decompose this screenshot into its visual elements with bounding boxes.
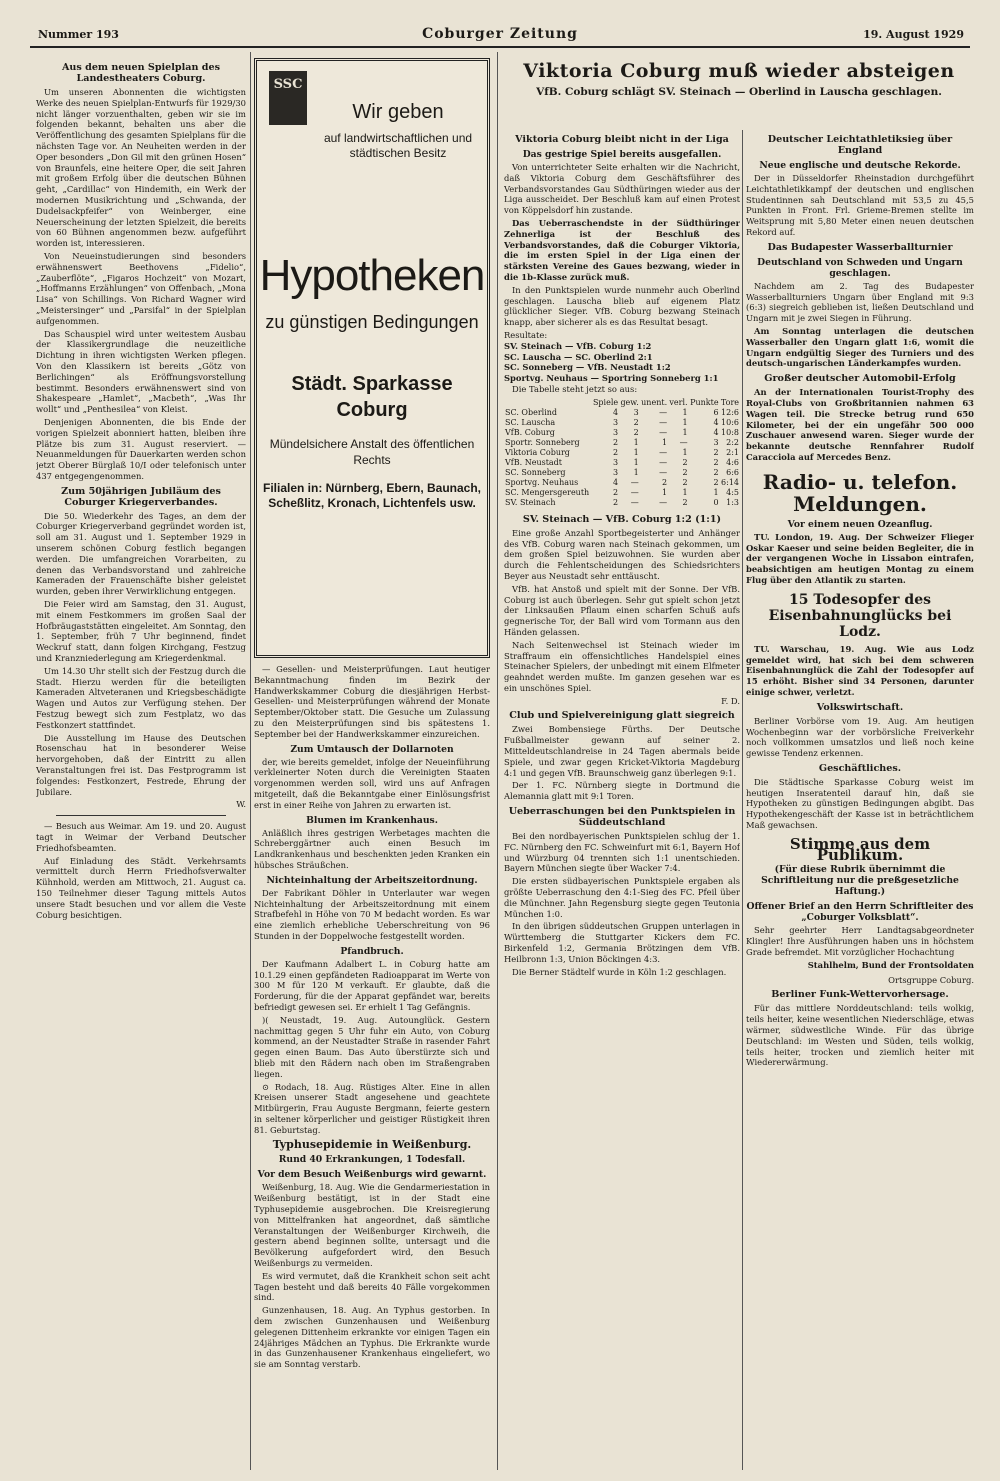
article-title: Zum Umtausch der Dollarnoten xyxy=(290,743,454,755)
table-cell: 2 xyxy=(682,497,688,507)
table-header-row xyxy=(504,398,740,408)
article-title: Berliner Funk-Wettervorhersage. xyxy=(771,989,949,1001)
article-signature: F. D. xyxy=(721,695,740,706)
league-table xyxy=(504,398,740,508)
article-subtitle: Neue englische und deutsche Rekorde. xyxy=(759,160,961,171)
article-paragraph: Berliner Vorbörse vom 19. Aug. Am heutigen Wochenbeginn war der vorbörsliche Freiverkehr noch vollkommen umsatzlos und ließ noch keine gewisse Tendenz erkennen. xyxy=(746,715,974,759)
table-header-cell xyxy=(504,398,592,408)
table-cell: 1 xyxy=(633,437,639,447)
table-cell: 2 xyxy=(682,457,688,467)
table-header-cell: Punkte xyxy=(690,397,719,407)
ad-line: zu günstigen Bedingungen xyxy=(265,312,479,332)
table-cell: 3 xyxy=(613,467,619,477)
table-cell: 6:6 xyxy=(726,467,739,477)
table-row xyxy=(504,478,740,488)
article-paragraph: der, wie bereits gemeldet, infolge der Neueinführung verkleinerter Noten durch die Vereinigten Staaten vorgenommen werden soll, wird uns auf Anfragen mitgeteilt, daß die Bekanntgabe einer Einlösungsfrist erst in einer Reihe von Jahren zu erwarten ist. xyxy=(254,756,490,810)
article-paragraph: Der Kaufmann Adalbert L. in Coburg hatte am 10.1.29 einen gepfändeten Radioapparat im Werte von 300 M für 120 M verkauft. Er glaubte, daß die Forderung, für die der Apparat gepfändet war, bereits befriedigt gewesen sei. Er erhielt 1 Tag Gefängnis. xyxy=(254,958,490,1012)
article-title: Das Budapester Wasserballturnier xyxy=(767,241,953,253)
table-cell: — xyxy=(659,417,668,427)
table-cell: 2 xyxy=(613,487,619,497)
table-cell: 6:14 xyxy=(721,477,739,487)
table-cell: 2 xyxy=(613,437,619,447)
section-heading: Stimme aus dem Publikum. xyxy=(789,834,931,864)
letter-title: Offener Brief an den Herrn Schriftleiter des „Coburger Volksblatt“. xyxy=(746,901,974,924)
table-cell: 12:6 xyxy=(721,407,739,417)
table-cell: 1 xyxy=(682,427,688,437)
table-cell: 2 xyxy=(713,447,719,457)
results-label: Resultate: xyxy=(504,329,548,340)
table-body xyxy=(504,408,740,508)
divider xyxy=(56,815,226,816)
table-cell: 2 xyxy=(662,477,668,487)
article-title: Pfandbruch. xyxy=(340,945,404,957)
table-cell: — xyxy=(659,497,668,507)
article-paragraph: Der 1. FC. Nürnberg siegte in Dortmund die Alemannia glatt mit 9:1 Toren. xyxy=(504,780,740,802)
article-title: SV. Steinach — VfB. Coburg 1:2 (1:1) xyxy=(522,513,722,525)
radio-news-heading: Radio- u. telefon. Meldungen. xyxy=(762,469,958,516)
table-header-cell: Spiele xyxy=(592,397,619,407)
table-label: Die Tabelle steht jetzt so aus: xyxy=(512,383,638,394)
column-rule xyxy=(497,52,498,1470)
article-title: 15 Todesopfer des Eisenbahnunglücks bei Lodz. xyxy=(768,591,952,640)
issue-date: 19. August 1929 xyxy=(863,28,964,41)
article-paragraph: An der Internationalen Tourist-Trophy des Royal-Clubs von Großbritannien nahmen 63 Wagen teil. Die Strecke betrug rund 650 Kilometer, bei der ein ungefähr 500 000 Zuschauer anwesend waren. Sieger wurde der bekannte deutsche Rennfahrer Rudolf Caracciola auf Mercedes Benz. xyxy=(746,387,974,462)
article-paragraph: Sehr geehrter Herr Landtagsabgeordneter Klingler! Ihre Ausführungen haben uns in höchstem Grade befremdet. Mit vorzüglicher Hochachtung xyxy=(746,925,974,958)
table-cell: 1 xyxy=(662,437,668,447)
table-cell: 3 xyxy=(713,437,719,447)
table-cell: 2 xyxy=(713,467,719,477)
article-paragraph: Die Ausstellung im Hause des Deutschen Rosenschau hat in besonderer Weise hervorgehoben, daß der Eintritt zu allen Veranstaltungen frei ist. Das Festprogramm ist folgendes: Festkonzert, Festrede, Ehrung der Jubilare. xyxy=(36,732,246,797)
column-rule xyxy=(742,130,743,1470)
table-cell: — xyxy=(630,477,639,487)
table-row xyxy=(504,438,740,448)
article-paragraph: Der in Düsseldorfer Rheinstadion durchgeführt Leichtathletikkampf der deutschen und englischen Studentinnen sah Deutschland mit 53,5 zu 45,5 Punkten in Front. Frl. Grieme-Bremen stellte im Weitsprung mit 5,80 Meter einen neuen deutschen Rekord auf. xyxy=(746,173,974,237)
table-cell: 1 xyxy=(682,487,688,497)
article-signature: W. xyxy=(236,799,246,810)
table-cell: 4 xyxy=(613,407,619,417)
ad-headline: Hypotheken xyxy=(259,251,485,300)
table-header-cell: gew. xyxy=(620,397,639,407)
article-title: Großer deutscher Automobil-Erfolg xyxy=(764,373,956,385)
article-paragraph: Um unseren Abonnenten die wichtigsten Werke des neuen Spielplan-Entwurfs für 1929/30 nicht länger vorzuenthalten, geben wir sie im folgenden bekannt, behalten uns aber die Veröffentlichung des gesamten Spielplans für die nächsten Tage vor. An Neuheiten werden in der Oper besonders „Don Gil mit den grünen Hosen“ von Braunfels, eine heitere Oper, die seit Jahren mit großem Erfolg über die deutschen Bühnen geht, „Cardillac“ von Hindemith, ein Werk der modernen Musikrichtung und „Schwanda, der Dudelsackpfeifer“ von Weinberger, eine Neuerscheinung der letzten Spielzeit, die bereits von 60 Bühnen angenommen bezw. aufgeführt worden ist, interessieren. xyxy=(36,87,246,249)
table-cell: 1 xyxy=(682,417,688,427)
column-rule xyxy=(250,52,251,1470)
table-header-cell: Tore xyxy=(720,397,739,407)
article-paragraph: Die ersten südbayerischen Punktspiele ergaben als größte Ueberraschung den 4:1-Sieg des FC. Pfeil über die Münchner. Jahn Regensburg siegte gegen Teutonia München 1:0. xyxy=(504,876,740,919)
table-cell: 1 xyxy=(662,487,668,497)
result-line: Sportvg. Neuhaus — Sportring Sonneberg 1:1 xyxy=(504,373,719,384)
table-row xyxy=(504,418,740,428)
article-paragraph: Von unterrichteter Seite erhalten wir die Nachricht, daß Viktoria Coburg dem Geschäftsführer des Verbandsvorstandes Gau Südthüringen wieder aus der Liga ausscheidet. Der Beschluß kam auf einen Protest von Köppelsdorf hin zustande. xyxy=(504,162,740,216)
article-paragraph: Die 50. Wiederkehr des Tages, an dem der Coburger Kriegerverband gegründet worden ist, soll am 31. August und 1. September 1929 in unserem schönen Coburg festlich begangen werden. Die umfangreichen Vorarbeiten, zu denen das Verbandsvorstand und zahlreiche Kameraden der Frauenschäfte bisher geleistet wurden, geben ihrer Verwirklichung entgegen. xyxy=(36,510,246,597)
column-2 xyxy=(254,664,490,1468)
article-paragraph: Auf Einladung des Städt. Verkehrsamts vermittelt durch Herrn Friedhofsverwalter Kühnhold, werden am Mittwoch, 21. August ca. 150 Teilnehmer dieser Tagung mittels Autos unsere Stadt besuchen und vor allem die Veste Coburg besichtigen. xyxy=(36,855,246,920)
table-cell: — xyxy=(659,467,668,477)
article-paragraph: — Gesellen- und Meisterprüfungen. Laut heutiger Bekanntmachung finden im Bezirk der Handwerkskammer Coburg die diesjährigen Herbst-Gesellen- und Meisterprüfungen während der Monate September/Oktober statt. Die Gesuche um Zulassung zu den Meisterprüfungen sind bis spätestens 1. September bei der Handwerkskammer einzureichen. xyxy=(254,664,490,739)
table-cell: 1 xyxy=(682,407,688,417)
article-paragraph: Das Ueberraschendste in der Südthüringer Zehnerliga ist der Beschluß des Verbandsvorstandes, daß die Coburger Viktoria, die im ersten Spiel in der Liga einen der stärksten Vereine des Gaues bezwang, wieder in die 1b-Klasse zurück muß. xyxy=(504,217,740,282)
article-paragraph: Für das mittlere Norddeutschland: teils wolkig, teils heiter, keine wesentlichen Niederschläge, etwas wärmer, südwestliche Winde. Für das übrige Deutschland: im Westen und Süden, teils wolkig, teils heiter, trocken und ziemlich heiter mit Wiedererwärmung. xyxy=(746,1003,974,1068)
table-cell: — xyxy=(659,457,668,467)
table-cell: 0 xyxy=(713,497,719,507)
letter-signature: Ortsgruppe Coburg. xyxy=(888,974,974,985)
table-header-cell: verl. xyxy=(669,397,688,407)
table-cell: 1 xyxy=(633,467,639,477)
table-cell: — xyxy=(679,437,688,447)
sports-headline-block xyxy=(504,58,974,126)
table-cell: 10:8 xyxy=(721,427,739,437)
ad-line: Wir geben xyxy=(352,101,444,123)
table-cell: 2 xyxy=(633,427,639,437)
article-paragraph: Denjenigen Abonnenten, die bis Ende der vorigen Spielzeit abonniert hatten, bleiben ihre Plätze bis zum 31. August reserviert. — Neuanmeldungen für Dauerkarten werden schon jetzt Oberer Bürglaß 10/I oder telefonisch unter 437 entgegengenommen. xyxy=(36,416,246,481)
table-row xyxy=(504,428,740,438)
article-title: Viktoria Coburg bleibt nicht in der Liga xyxy=(515,134,729,145)
article-paragraph: Die Berner Städtelf wurde in Köln 1:2 geschlagen. xyxy=(512,966,727,977)
article-paragraph: Um 14.30 Uhr stellt sich der Festzug durch die Stadt. Hierzu werden für die beteiligten Kameraden Altveteranen und Kriegsbeschädigte Wagen und Autos zur Verfügung stehen. Der Festzug bewegt sich zum Festplatz, wo das Festkonzert stattfindet. xyxy=(36,665,246,730)
article-paragraph: TU. London, 19. Aug. Der Schweizer Flieger Oskar Kaeser und seine beiden Begleiter, die in der vergangenen Woche in Lissabon eintrafen, beabsichtigen am heutigen Montag zu einem Flug über den Atlantik zu starten. xyxy=(746,531,974,585)
table-cell: 2 xyxy=(682,467,688,477)
article-paragraph: Es wird vermutet, daß die Krankheit schon seit acht Tagen besteht und daß bereits 40 Fälle vorgekommen sind. xyxy=(254,1270,490,1303)
article-paragraph: )( Neustadt, 19. Aug. Autounglück. Gestern nachmittag gegen 5 Uhr fuhr ein Auto, von Coburg kommend, an der Neustadter Straße in rasender Fahrt gegen einen Baum. Das Auto überstürzte sich und blieb mit den Rädern nach oben im Straßengraben liegen. xyxy=(254,1014,490,1079)
table-row xyxy=(504,408,740,418)
table-cell: 2 xyxy=(713,477,719,487)
article-paragraph: Weißenburg, 18. Aug. Wie die Gendarmeriestation in Weißenburg bestätigt, ist in der Stadt eine Typhusepidemie ausgebrochen. Die Kreisregierung von Mittelfranken hat angeordnet, daß sämtliche Veranstaltungen der Weißenburger Kirchweih, die gestern abend beginnen sollte, untersagt und die Bevölkerung aufgefordert wird, den Besuch Weißenburgs zu vermeiden. xyxy=(254,1182,490,1269)
table-cell: 1 xyxy=(682,447,688,457)
article-paragraph: Nach Seitenwechsel ist Steinach wieder im Straffraum ein offensichtliches Handelspiel eines Steinacher Spielers, der unbedingt mit einem Elfmeter geahndet werden mußte. Im ganzen gesehen war es ein unschönes Spiel. xyxy=(504,639,740,693)
article-subtitle: (Für diese Rubrik übernimmt die Schriftleitung nur die preßgesetzliche Haftung.) xyxy=(761,864,959,898)
table-cell: 4:5 xyxy=(726,487,739,497)
table-cell: 4:6 xyxy=(726,457,739,467)
table-row xyxy=(504,468,740,478)
issue-number: Nummer 193 xyxy=(38,28,119,41)
results-list xyxy=(504,330,740,384)
table-row xyxy=(504,448,740,458)
column-4 xyxy=(746,130,974,1470)
table-cell: 1:3 xyxy=(726,497,739,507)
table-cell: 2 xyxy=(633,417,639,427)
table-cell: Sportvg. Neuhaus xyxy=(505,477,579,487)
table-cell: 10:6 xyxy=(721,417,739,427)
result-line: SC. Lauscha — SC. Oberlind 2:1 xyxy=(504,351,653,362)
article-paragraph: Am Sonntag unterlagen die deutschen Wasserballer den Ungarn glatt 1:6, womit die Ungarn endgültig Sieger des Turniers und des deutsch-ungarischen Länderkampfes wurden. xyxy=(746,325,974,369)
table-cell: 1 xyxy=(633,457,639,467)
sparkasse-advertisement xyxy=(254,58,490,658)
article-title: Zum 50jährigen Jubiläum des Coburger Kriegerverbandes. xyxy=(61,485,221,508)
sports-headline: Viktoria Coburg muß wieder absteigen xyxy=(523,60,955,82)
table-header-cell: unent. xyxy=(641,397,668,407)
article-paragraph: Nachdem am 2. Tag des Budapester Wasserballturniers Ungarn über England mit 9:3 (6:3) siegreich geblieben ist, ließen Deutschland und Ungarn mit je zwei Siegen in Führung. xyxy=(746,280,974,324)
table-cell: — xyxy=(659,407,668,417)
sports-subheadline: VfB. Coburg schlägt SV. Steinach — Oberlind in Lauscha geschlagen. xyxy=(536,86,942,98)
article-title: Blumen im Krankenhaus. xyxy=(306,814,438,826)
article-paragraph: Bei den nordbayerischen Punktspielen schlug der 1. FC. Nürnberg den FC. Schweinfurt mit 6:1, Bayern Hof und Würzburg 04 trennten sich 1:1 unentschieden. Bayern München siegte über Wacker 7:4. xyxy=(504,831,740,874)
letter-signature: Stahlhelm, Bund der Frontsoldaten xyxy=(807,959,974,970)
article-paragraph: Gunzenhausen, 18. Aug. An Typhus gestorben. In dem zwischen Gunzenhausen und Weißenburg gelegenen Dittenheim erkrankte vor einigen Tagen ein 24jähriges Mädchen an Typhus. Die Erkrankte wurde in das Gunzenhausener Krankenhaus eingeliefert, wo sie am Sonntag verstarb. xyxy=(254,1305,490,1370)
table-row xyxy=(504,498,740,508)
article-title: Club und Spielvereinigung glatt siegreich xyxy=(509,710,735,722)
article-paragraph: Eine große Anzahl Sportbegeisterter und Anhänger des VfB. Coburg waren nach Steinach gekommen, um dem großen Spiel beizuwohnen. Sie wurden aber durch die Fehlentscheidungen des Schiedsrichters Beyer aus Neustadt sehr enttäuscht. xyxy=(504,527,740,581)
result-line: SV. Steinach — VfB. Coburg 1:2 xyxy=(504,340,652,351)
table-cell: 4 xyxy=(713,427,719,437)
table-cell: 3 xyxy=(613,427,619,437)
article-subtitle: Rund 40 Erkrankungen, 1 Todesfall. xyxy=(278,1154,466,1166)
article-subtitle: Deutschland von Schweden und Ungarn geschlagen. xyxy=(757,256,963,279)
table-cell: Viktoria Coburg xyxy=(505,447,570,457)
table-cell: 3 xyxy=(613,457,619,467)
ad-line: Mündelsichere Anstalt des öffentlichen Rechts xyxy=(269,437,475,467)
column-1 xyxy=(36,58,246,1468)
table-cell: — xyxy=(630,497,639,507)
table-cell: SC. Sonneberg xyxy=(505,467,566,477)
table-cell: — xyxy=(630,487,639,497)
table-cell: 3 xyxy=(633,407,639,417)
article-paragraph: In den übrigen süddeutschen Gruppen unterlagen in Württemberg die Stuttgarter Kickers dem FC. Birkenfeld 1:2, Germania Brötzingen dem VfB. Heilbronn 1:3, Union Böckingen 4:3. xyxy=(504,921,740,964)
ad-bank-name: Städt. Sparkasse Coburg xyxy=(291,373,453,421)
article-title: Deutscher Leichtathletiksieg über England xyxy=(767,134,953,156)
table-cell: 2 xyxy=(682,477,688,487)
table-cell: 2:2 xyxy=(726,437,739,447)
article-paragraph: — Besuch aus Weimar. Am 19. und 20. August tagt in Weimar der Verband Deutscher Friedhofsbeamten. xyxy=(36,821,246,853)
table-cell: SV. Steinach xyxy=(505,497,556,507)
article-title: Typhusepidemie in Weißenburg. xyxy=(272,1138,472,1152)
column-3 xyxy=(504,130,740,1470)
table-cell: 3 xyxy=(613,417,619,427)
article-paragraph: Anläßlich ihres gestrigen Werbetages machten die Schreberggärtner auch einen Besuch im Landkrankenhaus und beschenkten jeden Kranken ein hübsches Sträußchen. xyxy=(254,827,490,870)
article-title: Aus dem neuen Spielplan des Landestheaters Coburg. xyxy=(61,62,221,84)
table-cell: Sportr. Sonneberg xyxy=(505,437,580,447)
article-paragraph: Von Neueinstudierungen sind besonders erwähnenswert Beethovens „Fidelio“, „Zauberflöte“, „Figaros Hochzeit“ von Mozart, „Hoffmanns Erzählungen“ von Offenbach, „Mona Lisa“ von Schillings. Von Richard Wagner wird „Meistersinger“ und „Parsifal“ in der Spielplan aufgenommen. xyxy=(36,250,246,326)
table-cell: SC. Mengersgereuth xyxy=(505,487,590,497)
article-paragraph: Die Städtische Sparkasse Coburg weist im heutigen Inseratenteil darauf hin, daß sie Hypotheken zu günstigen Bedingungen abgibt. Das Hypothekengeschäft der Kasse ist in beträchtlichem Maß gewachsen. xyxy=(746,776,974,831)
table-cell: 2:1 xyxy=(726,447,739,457)
table-cell: 4 xyxy=(613,477,619,487)
table-cell: — xyxy=(659,447,668,457)
table-cell: 4 xyxy=(713,417,719,427)
table-cell: 2 xyxy=(613,497,619,507)
article-subtitle: Vor dem Besuch Weißenburgs wird gewarnt. xyxy=(257,1169,487,1181)
table-cell: 1 xyxy=(633,447,639,457)
article-title: Ueberraschungen bei den Punktspielen in Süddeutschland xyxy=(508,806,736,829)
table-cell: SC. Oberlind xyxy=(505,407,558,417)
table-cell: VfB. Coburg xyxy=(505,427,555,437)
article-paragraph: TU. Warschau, 19. Aug. Wie aus Lodz gemeldet wird, hat sich bei dem schweren Eisenbahnunglück die Zahl der Todesopfer auf 15 erhöht. Bisher sind 34 Personen, darunter einige schwer, verletzt. xyxy=(746,643,974,697)
page-header xyxy=(30,22,970,48)
table-cell: 2 xyxy=(613,447,619,457)
article-paragraph: Das Schauspiel wird unter weitestem Ausbau der Klassikergrundlage die neuzeitliche Dichtung in ihren wichtigsten Werken pflegen. Von den Klassikern ist bereits „Götz von Berlichingen“ als Eröffnungsvorstellung bestimmt. Besonders erwähnenswert sind von Shakespeare „Hamlet“, „Macbeth“, „Was Ihr wollt“ und „Penthesilea“ von Kleist. xyxy=(36,328,246,415)
table-cell: SC. Lauscha xyxy=(505,417,556,427)
article-title: Nichteinhaltung der Arbeitszeitordnung. xyxy=(266,874,478,886)
table-cell: 1 xyxy=(713,487,719,497)
ad-branches: Filialen in: Nürnberg, Ebern, Baunach, Scheßlitz, Kronach, Lichtenfels usw. xyxy=(262,481,482,510)
article-subtitle: Vor einem neuen Ozeanflug. xyxy=(787,518,933,530)
article-subtitle: Das gestrige Spiel bereits ausgefallen. xyxy=(522,149,722,160)
newspaper-name: Coburger Zeitung xyxy=(422,26,578,42)
article-title: Geschäftliches. xyxy=(818,762,902,774)
table-cell: VfB. Neustadt xyxy=(505,457,563,467)
article-paragraph: In den Punktspielen wurde nunmehr auch Oberlind geschlagen. Lauscha blieb auf eigenem Platz glücklicher Sieger. VfB. Coburg bezwang Steinach knapp, aber sicherer als es das Resultat besagt. xyxy=(504,284,740,328)
result-line: SC. Sonneberg — VfB. Neustadt 1:2 xyxy=(504,362,671,373)
article-title: Volkswirtschaft. xyxy=(816,701,904,713)
sparkasse-logo: SSC xyxy=(269,71,307,125)
article-paragraph: Die Feier wird am Samstag, den 31. August, mit einem Festkommers im großen Saal der Hofbräugaststätten eingeleitet. Am Sonntag, den 1. September, früh 7 Uhr beginnend, findet Weckruf statt, dann folgen Kirchgang, Festzug und Kranzniederlegung am Kriegerdenkmal. xyxy=(36,599,246,664)
article-paragraph: ⊙ Rodach, 18. Aug. Rüstiges Alter. Eine in allen Kreisen unserer Stadt angesehene und geachtete Mitbürgerin, Frau Auguste Bergmann, feierte gestern in seltener körperlicher und geistiger Rüstigkeit ihren 81. Geburtstag. xyxy=(254,1081,490,1135)
table-row xyxy=(504,488,740,498)
table-cell: — xyxy=(659,427,668,437)
ad-line: auf landwirtschaftlichen und städtischen Besitz xyxy=(323,131,473,160)
article-paragraph: Der Fabrikant Döhler in Unterlauter war wegen Nichteinhaltung der Arbeitszeitordnung mit einem Strafbefehl in Höhe von 70 M bedacht worden. Es war eine ziemlich erhebliche Ueberschreitung von 96 Stunden in der Doppelwoche festgestellt worden. xyxy=(254,887,490,941)
article-paragraph: Zwei Bombensiege Fürths. Der Deutsche Fußballmeister gewann auf seiner 2. Mitteldeutschlandreise in 24 Tagen abermals beide Spiele, und zwar gegen Kricket-Viktoria Magdeburg 4:1 und gegen VfB. Braunschweig ganz überlegen 9:1. xyxy=(504,724,740,778)
table-cell: 2 xyxy=(713,457,719,467)
article-paragraph: VfB. hat Anstoß und spielt mit der Sonne. Der VfB. Coburg ist auch überlegen. Sehr gut spielt schon jetzt der Linksaußen Pflaum einen scharfen Schuß aufs gegnerische Tor, der Ball wird vom Tormann aus den Händen gelassen. xyxy=(504,583,740,637)
table-row xyxy=(504,458,740,468)
table-cell: 6 xyxy=(713,407,719,417)
